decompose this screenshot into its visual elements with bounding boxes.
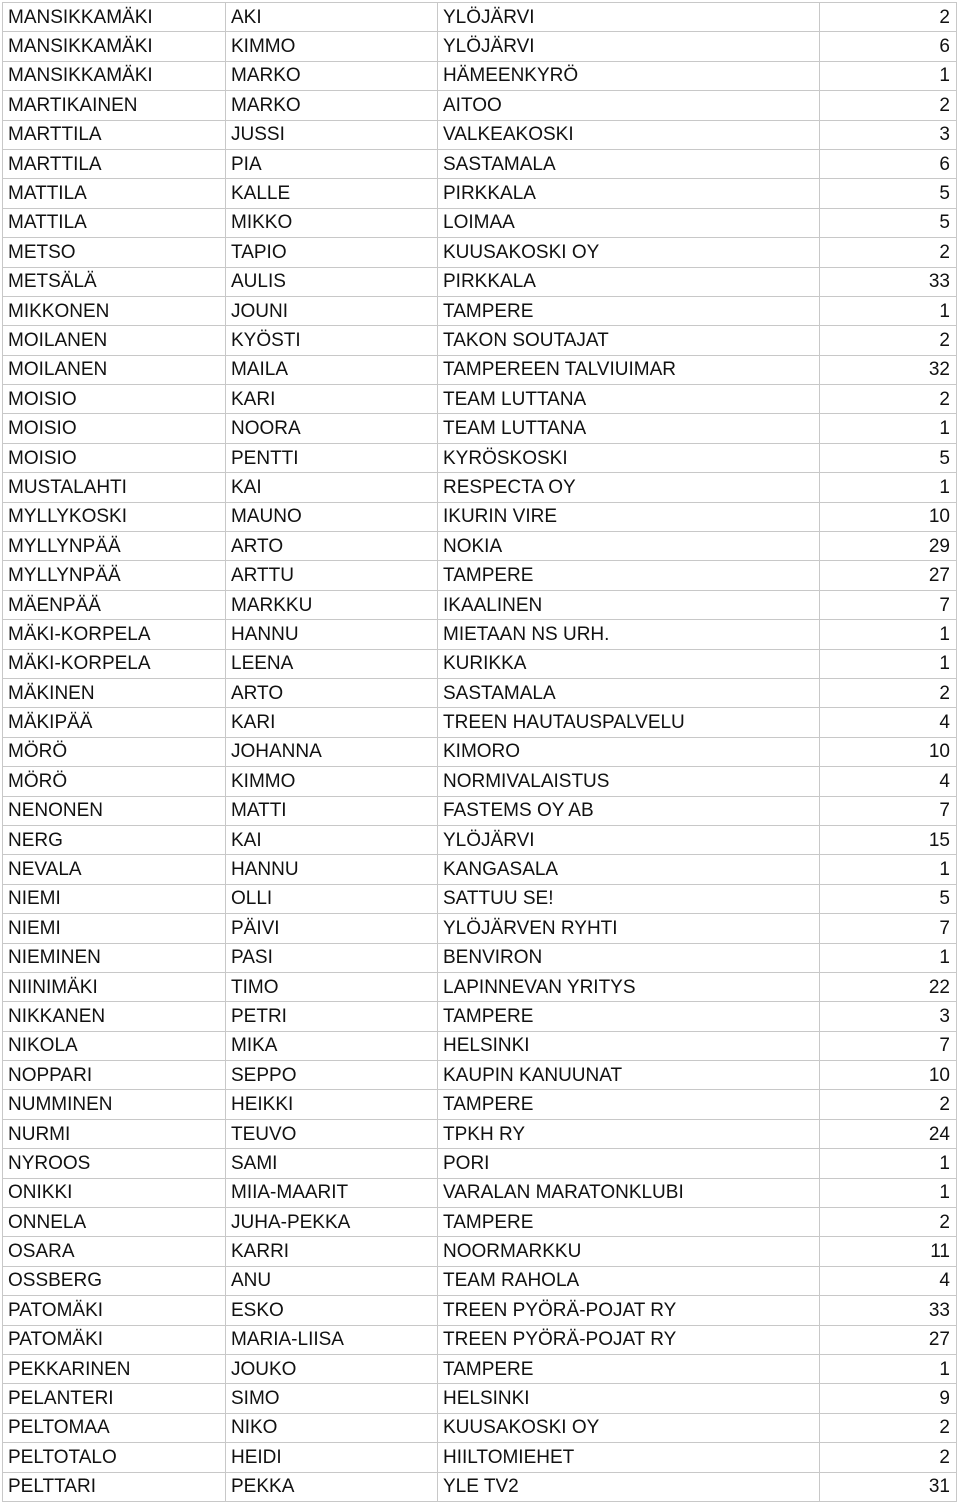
count-cell: 33 bbox=[820, 267, 957, 296]
firstname-cell: PIA bbox=[226, 149, 438, 178]
club-cell: LOIMAA bbox=[438, 208, 820, 237]
surname-cell: MOILANEN bbox=[3, 355, 226, 384]
count-cell: 32 bbox=[820, 355, 957, 384]
club-cell: KAUPIN KANUUNAT bbox=[438, 1061, 820, 1090]
surname-cell: NEVALA bbox=[3, 855, 226, 884]
surname-cell: MÖRÖ bbox=[3, 767, 226, 796]
table-row bbox=[3, 943, 957, 972]
table-row bbox=[3, 61, 957, 90]
surname-cell: PELTOTALO bbox=[3, 1443, 226, 1472]
table-row bbox=[3, 91, 957, 120]
firstname-cell: OLLI bbox=[226, 884, 438, 913]
firstname-cell: ARTO bbox=[226, 532, 438, 561]
count-cell: 6 bbox=[820, 149, 957, 178]
surname-cell: PATOMÄKI bbox=[3, 1296, 226, 1325]
club-cell: NOORMARKKU bbox=[438, 1237, 820, 1266]
count-cell: 4 bbox=[820, 767, 957, 796]
table-row bbox=[3, 1384, 957, 1413]
surname-cell: MARTTILA bbox=[3, 149, 226, 178]
table-row bbox=[3, 1149, 957, 1178]
count-cell: 11 bbox=[820, 1237, 957, 1266]
table-row bbox=[3, 737, 957, 766]
count-cell: 2 bbox=[820, 326, 957, 355]
firstname-cell: MAILA bbox=[226, 355, 438, 384]
club-cell: YLÖJÄRVEN RYHTI bbox=[438, 914, 820, 943]
table-row bbox=[3, 1031, 957, 1060]
firstname-cell: NOORA bbox=[226, 414, 438, 443]
surname-cell: MOISIO bbox=[3, 414, 226, 443]
count-cell: 5 bbox=[820, 443, 957, 472]
club-cell: TAMPERE bbox=[438, 1208, 820, 1237]
firstname-cell: ANU bbox=[226, 1266, 438, 1295]
table-row bbox=[3, 649, 957, 678]
count-cell: 2 bbox=[820, 1208, 957, 1237]
club-cell: RESPECTA OY bbox=[438, 473, 820, 502]
table-row bbox=[3, 355, 957, 384]
count-cell: 27 bbox=[820, 1325, 957, 1354]
firstname-cell: HANNU bbox=[226, 855, 438, 884]
table-row bbox=[3, 1061, 957, 1090]
table-row bbox=[3, 473, 957, 502]
table-row bbox=[3, 914, 957, 943]
table-row bbox=[3, 267, 957, 296]
firstname-cell: KALLE bbox=[226, 179, 438, 208]
table-row bbox=[3, 884, 957, 913]
surname-cell: PELTTARI bbox=[3, 1472, 226, 1501]
surname-cell: MYLLYKOSKI bbox=[3, 502, 226, 531]
club-cell: VALKEAKOSKI bbox=[438, 120, 820, 149]
surname-cell: NOPPARI bbox=[3, 1061, 226, 1090]
firstname-cell: PASI bbox=[226, 943, 438, 972]
surname-cell: NUMMINEN bbox=[3, 1090, 226, 1119]
club-cell: BENVIRON bbox=[438, 943, 820, 972]
table-row bbox=[3, 296, 957, 325]
club-cell: TAMPERE bbox=[438, 1002, 820, 1031]
club-cell: SATTUU SE! bbox=[438, 884, 820, 913]
table-row bbox=[3, 1354, 957, 1383]
count-cell: 10 bbox=[820, 1061, 957, 1090]
count-cell: 7 bbox=[820, 796, 957, 825]
table-row bbox=[3, 708, 957, 737]
surname-cell: PEKKARINEN bbox=[3, 1354, 226, 1383]
club-cell: LAPINNEVAN YRITYS bbox=[438, 972, 820, 1001]
firstname-cell: HEIDI bbox=[226, 1443, 438, 1472]
surname-cell: MANSIKKAMÄKI bbox=[3, 61, 226, 90]
club-cell: TEAM LUTTANA bbox=[438, 385, 820, 414]
firstname-cell: MARKKU bbox=[226, 590, 438, 619]
count-cell: 3 bbox=[820, 1002, 957, 1031]
count-cell: 1 bbox=[820, 1149, 957, 1178]
table-row bbox=[3, 32, 957, 61]
firstname-cell: JOUKO bbox=[226, 1354, 438, 1383]
count-cell: 5 bbox=[820, 208, 957, 237]
firstname-cell: ARTTU bbox=[226, 561, 438, 590]
table-row bbox=[3, 1002, 957, 1031]
firstname-cell: KARRI bbox=[226, 1237, 438, 1266]
club-cell: HIILTOMIEHET bbox=[438, 1443, 820, 1472]
count-cell: 7 bbox=[820, 914, 957, 943]
count-cell: 5 bbox=[820, 179, 957, 208]
firstname-cell: MARKO bbox=[226, 61, 438, 90]
firstname-cell: MIIA-MAARIT bbox=[226, 1178, 438, 1207]
firstname-cell: LEENA bbox=[226, 649, 438, 678]
surname-cell: METSÄLÄ bbox=[3, 267, 226, 296]
club-cell: TAMPERE bbox=[438, 1354, 820, 1383]
club-cell: HELSINKI bbox=[438, 1031, 820, 1060]
club-cell: KUUSAKOSKI OY bbox=[438, 238, 820, 267]
table-row bbox=[3, 1208, 957, 1237]
club-cell: TREEN HAUTAUSPALVELU bbox=[438, 708, 820, 737]
surname-cell: NIEMI bbox=[3, 884, 226, 913]
club-cell: HÄMEENKYRÖ bbox=[438, 61, 820, 90]
club-cell: YLÖJÄRVI bbox=[438, 3, 820, 32]
firstname-cell: JOUNI bbox=[226, 296, 438, 325]
table-row bbox=[3, 1090, 957, 1119]
count-cell: 2 bbox=[820, 1090, 957, 1119]
table-row bbox=[3, 502, 957, 531]
table-body bbox=[3, 3, 957, 1502]
firstname-cell: KYÖSTI bbox=[226, 326, 438, 355]
surname-cell: MANSIKKAMÄKI bbox=[3, 32, 226, 61]
club-cell: NOKIA bbox=[438, 532, 820, 561]
surname-cell: MOILANEN bbox=[3, 326, 226, 355]
surname-cell: OSARA bbox=[3, 1237, 226, 1266]
count-cell: 1 bbox=[820, 61, 957, 90]
club-cell: YLE TV2 bbox=[438, 1472, 820, 1501]
firstname-cell: TIMO bbox=[226, 972, 438, 1001]
table-row bbox=[3, 1178, 957, 1207]
firstname-cell: MARKO bbox=[226, 91, 438, 120]
count-cell: 1 bbox=[820, 473, 957, 502]
firstname-cell: AKI bbox=[226, 3, 438, 32]
club-cell: HELSINKI bbox=[438, 1384, 820, 1413]
table-row bbox=[3, 972, 957, 1001]
count-cell: 1 bbox=[820, 943, 957, 972]
count-cell: 2 bbox=[820, 91, 957, 120]
club-cell: TREEN PYÖRÄ-POJAT RY bbox=[438, 1325, 820, 1354]
surname-cell: NIKKANEN bbox=[3, 1002, 226, 1031]
club-cell: NORMIVALAISTUS bbox=[438, 767, 820, 796]
count-cell: 15 bbox=[820, 825, 957, 854]
table-row bbox=[3, 825, 957, 854]
firstname-cell: KAI bbox=[226, 825, 438, 854]
count-cell: 2 bbox=[820, 678, 957, 707]
surname-cell: MÖRÖ bbox=[3, 737, 226, 766]
table-row bbox=[3, 1296, 957, 1325]
firstname-cell: MIKA bbox=[226, 1031, 438, 1060]
surname-cell: NIINIMÄKI bbox=[3, 972, 226, 1001]
surname-cell: MANSIKKAMÄKI bbox=[3, 3, 226, 32]
club-cell: TAMPERE bbox=[438, 1090, 820, 1119]
club-cell: TPKH RY bbox=[438, 1119, 820, 1148]
table-row bbox=[3, 414, 957, 443]
surname-cell: MOISIO bbox=[3, 385, 226, 414]
club-cell: TEAM RAHOLA bbox=[438, 1266, 820, 1295]
results-table bbox=[2, 2, 957, 1502]
surname-cell: MATTILA bbox=[3, 208, 226, 237]
club-cell: FASTEMS OY AB bbox=[438, 796, 820, 825]
firstname-cell: MIKKO bbox=[226, 208, 438, 237]
club-cell: YLÖJÄRVI bbox=[438, 825, 820, 854]
table-row bbox=[3, 3, 957, 32]
count-cell: 10 bbox=[820, 737, 957, 766]
firstname-cell: JOHANNA bbox=[226, 737, 438, 766]
surname-cell: MÄKI-KORPELA bbox=[3, 620, 226, 649]
firstname-cell: KAI bbox=[226, 473, 438, 502]
table-row bbox=[3, 385, 957, 414]
count-cell: 7 bbox=[820, 590, 957, 619]
count-cell: 7 bbox=[820, 1031, 957, 1060]
surname-cell: PELTOMAA bbox=[3, 1413, 226, 1442]
count-cell: 33 bbox=[820, 1296, 957, 1325]
firstname-cell: MARIA-LIISA bbox=[226, 1325, 438, 1354]
club-cell: KUUSAKOSKI OY bbox=[438, 1413, 820, 1442]
table-row bbox=[3, 678, 957, 707]
table-row bbox=[3, 590, 957, 619]
firstname-cell: ESKO bbox=[226, 1296, 438, 1325]
count-cell: 1 bbox=[820, 649, 957, 678]
count-cell: 1 bbox=[820, 620, 957, 649]
surname-cell: MARTTILA bbox=[3, 120, 226, 149]
table-row bbox=[3, 1413, 957, 1442]
table-row bbox=[3, 238, 957, 267]
count-cell: 31 bbox=[820, 1472, 957, 1501]
count-cell: 9 bbox=[820, 1384, 957, 1413]
table-row bbox=[3, 1266, 957, 1295]
table-row bbox=[3, 1119, 957, 1148]
firstname-cell: SAMI bbox=[226, 1149, 438, 1178]
firstname-cell: HEIKKI bbox=[226, 1090, 438, 1119]
club-cell: PIRKKALA bbox=[438, 267, 820, 296]
surname-cell: PATOMÄKI bbox=[3, 1325, 226, 1354]
table-row bbox=[3, 1472, 957, 1501]
count-cell: 1 bbox=[820, 296, 957, 325]
surname-cell: NENONEN bbox=[3, 796, 226, 825]
table-row bbox=[3, 326, 957, 355]
club-cell: KYRÖSKOSKI bbox=[438, 443, 820, 472]
firstname-cell: KARI bbox=[226, 385, 438, 414]
firstname-cell: MAUNO bbox=[226, 502, 438, 531]
firstname-cell: PEKKA bbox=[226, 1472, 438, 1501]
firstname-cell: SIMO bbox=[226, 1384, 438, 1413]
club-cell: TAMPERE bbox=[438, 296, 820, 325]
club-cell: AITOO bbox=[438, 91, 820, 120]
surname-cell: MÄENPÄÄ bbox=[3, 590, 226, 619]
firstname-cell: TEUVO bbox=[226, 1119, 438, 1148]
table-row bbox=[3, 1325, 957, 1354]
surname-cell: ONIKKI bbox=[3, 1178, 226, 1207]
firstname-cell: KIMMO bbox=[226, 32, 438, 61]
surname-cell: MYLLYNPÄÄ bbox=[3, 561, 226, 590]
table-row bbox=[3, 855, 957, 884]
surname-cell: NURMI bbox=[3, 1119, 226, 1148]
club-cell: KANGASALA bbox=[438, 855, 820, 884]
table-row bbox=[3, 149, 957, 178]
firstname-cell: JUHA-PEKKA bbox=[226, 1208, 438, 1237]
count-cell: 1 bbox=[820, 1178, 957, 1207]
count-cell: 3 bbox=[820, 120, 957, 149]
count-cell: 2 bbox=[820, 3, 957, 32]
club-cell: PORI bbox=[438, 1149, 820, 1178]
firstname-cell: PENTTI bbox=[226, 443, 438, 472]
count-cell: 27 bbox=[820, 561, 957, 590]
count-cell: 2 bbox=[820, 238, 957, 267]
club-cell: PIRKKALA bbox=[438, 179, 820, 208]
club-cell: MIETAAN NS URH. bbox=[438, 620, 820, 649]
firstname-cell: TAPIO bbox=[226, 238, 438, 267]
surname-cell: NERG bbox=[3, 825, 226, 854]
table-row bbox=[3, 120, 957, 149]
surname-cell: MYLLYNPÄÄ bbox=[3, 532, 226, 561]
club-cell: KURIKKA bbox=[438, 649, 820, 678]
club-cell: IKURIN VIRE bbox=[438, 502, 820, 531]
firstname-cell: KARI bbox=[226, 708, 438, 737]
surname-cell: MÄKI-KORPELA bbox=[3, 649, 226, 678]
surname-cell: MOISIO bbox=[3, 443, 226, 472]
club-cell: TAMPERE bbox=[438, 561, 820, 590]
surname-cell: MATTILA bbox=[3, 179, 226, 208]
count-cell: 1 bbox=[820, 414, 957, 443]
club-cell: TEAM LUTTANA bbox=[438, 414, 820, 443]
surname-cell: MÄKINEN bbox=[3, 678, 226, 707]
club-cell: KIMORO bbox=[438, 737, 820, 766]
club-cell: YLÖJÄRVI bbox=[438, 32, 820, 61]
table-row bbox=[3, 767, 957, 796]
count-cell: 2 bbox=[820, 1443, 957, 1472]
surname-cell: MARTIKAINEN bbox=[3, 91, 226, 120]
table-row bbox=[3, 443, 957, 472]
firstname-cell: SEPPO bbox=[226, 1061, 438, 1090]
table-row bbox=[3, 796, 957, 825]
surname-cell: NIEMINEN bbox=[3, 943, 226, 972]
firstname-cell: AULIS bbox=[226, 267, 438, 296]
surname-cell: METSO bbox=[3, 238, 226, 267]
club-cell: TAMPEREEN TALVIUIMAR bbox=[438, 355, 820, 384]
count-cell: 6 bbox=[820, 32, 957, 61]
firstname-cell: MATTI bbox=[226, 796, 438, 825]
firstname-cell: ARTO bbox=[226, 678, 438, 707]
surname-cell: MÄKIPÄÄ bbox=[3, 708, 226, 737]
count-cell: 1 bbox=[820, 855, 957, 884]
firstname-cell: PETRI bbox=[226, 1002, 438, 1031]
surname-cell: PELANTERI bbox=[3, 1384, 226, 1413]
count-cell: 22 bbox=[820, 972, 957, 1001]
count-cell: 4 bbox=[820, 708, 957, 737]
table-row bbox=[3, 1237, 957, 1266]
table-row bbox=[3, 561, 957, 590]
surname-cell: NYROOS bbox=[3, 1149, 226, 1178]
club-cell: SASTAMALA bbox=[438, 678, 820, 707]
firstname-cell: PÄIVI bbox=[226, 914, 438, 943]
surname-cell: MIKKONEN bbox=[3, 296, 226, 325]
count-cell: 1 bbox=[820, 1354, 957, 1383]
firstname-cell: KIMMO bbox=[226, 767, 438, 796]
table-row bbox=[3, 208, 957, 237]
surname-cell: NIEMI bbox=[3, 914, 226, 943]
club-cell: TAKON SOUTAJAT bbox=[438, 326, 820, 355]
club-cell: VARALAN MARATONKLUBI bbox=[438, 1178, 820, 1207]
table-row bbox=[3, 532, 957, 561]
count-cell: 2 bbox=[820, 1413, 957, 1442]
club-cell: TREEN PYÖRÄ-POJAT RY bbox=[438, 1296, 820, 1325]
count-cell: 29 bbox=[820, 532, 957, 561]
surname-cell: MUSTALAHTI bbox=[3, 473, 226, 502]
count-cell: 2 bbox=[820, 385, 957, 414]
firstname-cell: JUSSI bbox=[226, 120, 438, 149]
count-cell: 24 bbox=[820, 1119, 957, 1148]
firstname-cell: NIKO bbox=[226, 1413, 438, 1442]
table-row bbox=[3, 1443, 957, 1472]
table-row bbox=[3, 179, 957, 208]
firstname-cell: HANNU bbox=[226, 620, 438, 649]
club-cell: IKAALINEN bbox=[438, 590, 820, 619]
count-cell: 5 bbox=[820, 884, 957, 913]
count-cell: 4 bbox=[820, 1266, 957, 1295]
surname-cell: ONNELA bbox=[3, 1208, 226, 1237]
surname-cell: OSSBERG bbox=[3, 1266, 226, 1295]
club-cell: SASTAMALA bbox=[438, 149, 820, 178]
surname-cell: NIKOLA bbox=[3, 1031, 226, 1060]
count-cell: 10 bbox=[820, 502, 957, 531]
table-row bbox=[3, 620, 957, 649]
